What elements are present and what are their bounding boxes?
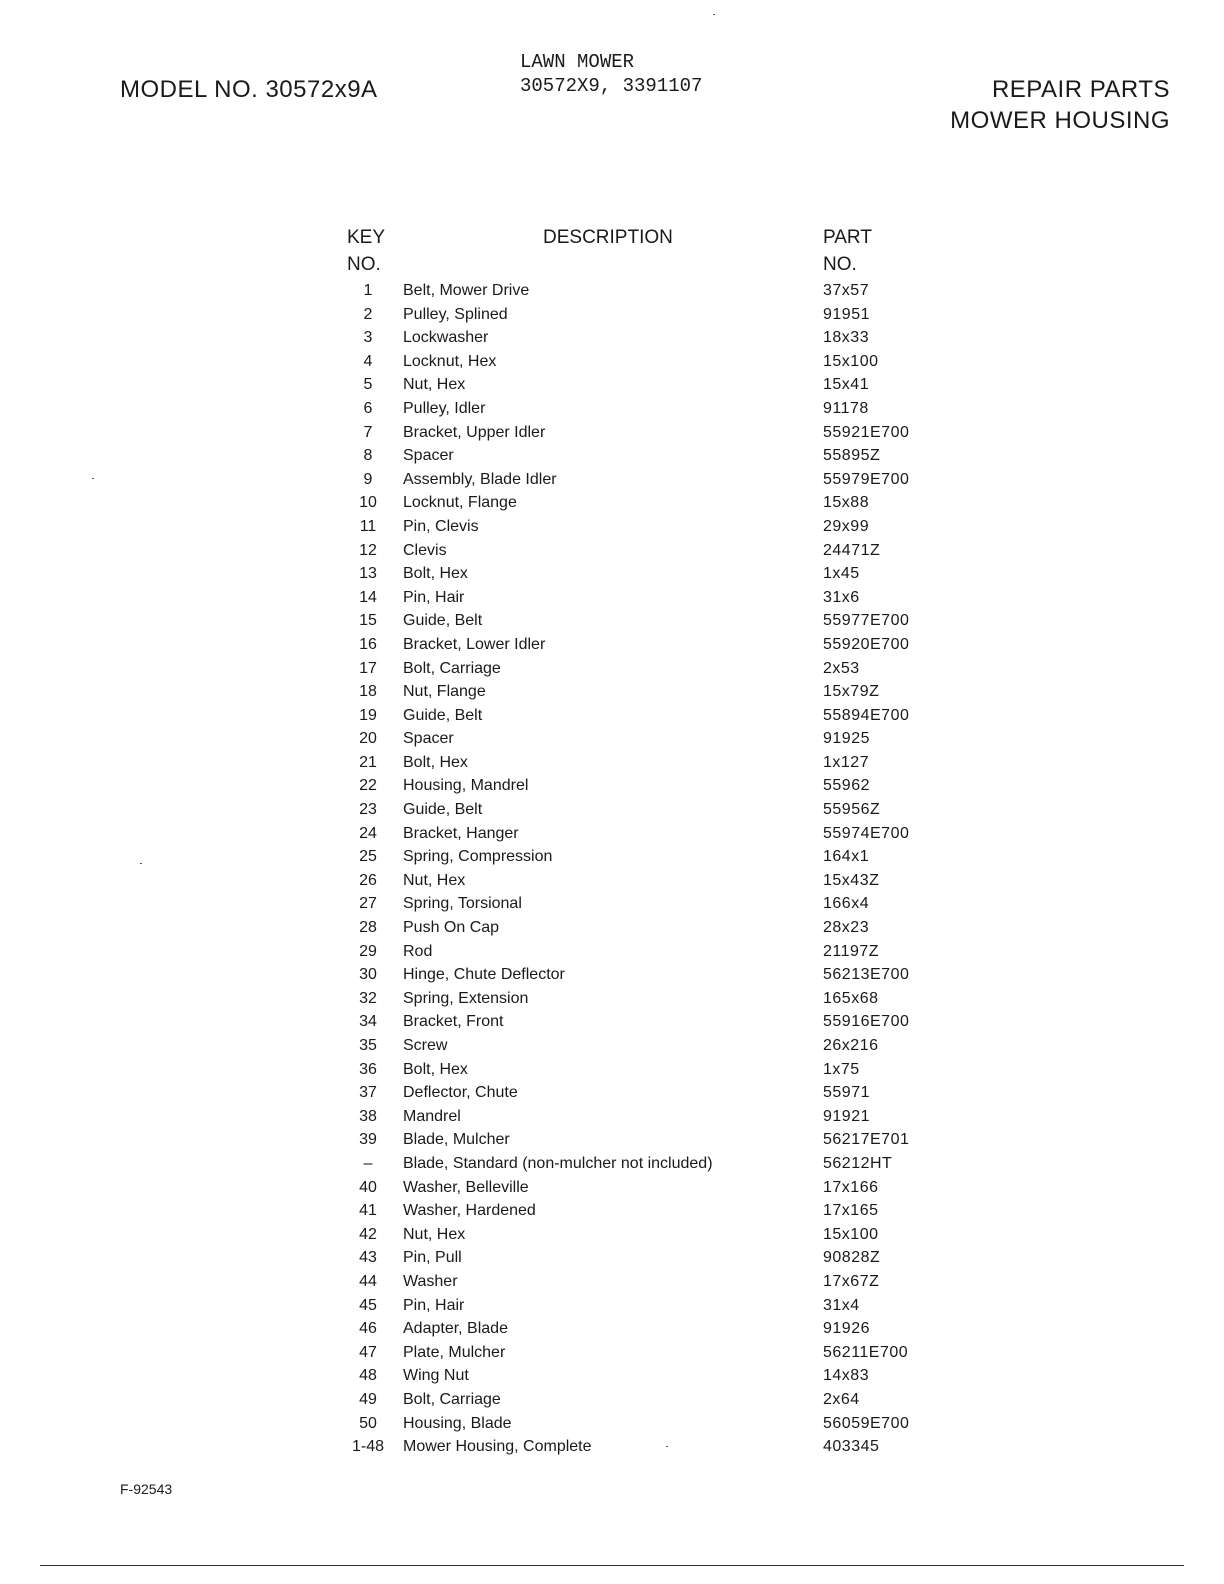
table-row <box>347 963 947 987</box>
table-row <box>347 1010 947 1034</box>
key-no-cell: 34 <box>359 1013 377 1031</box>
table-row <box>347 303 947 327</box>
part-no-header <box>823 224 872 278</box>
table-row <box>347 562 947 586</box>
table-row <box>347 1058 947 1082</box>
table-row <box>347 279 947 303</box>
table-row <box>347 1152 947 1176</box>
part-no-cell: 91951 <box>823 305 870 323</box>
key-no-cell: 11 <box>359 517 377 535</box>
key-header-line1: KEY <box>347 227 386 248</box>
key-no-cell: – <box>363 1154 373 1172</box>
table-row <box>347 869 947 893</box>
part-no-cell: 17x166 <box>823 1178 879 1196</box>
scan-speck <box>713 14 715 15</box>
key-no-cell: 50 <box>359 1414 377 1432</box>
section-header <box>950 74 1170 136</box>
key-no-cell: 40 <box>359 1178 377 1196</box>
key-no-cell: 19 <box>359 706 377 724</box>
key-no-cell: 18 <box>359 683 377 701</box>
description-cell: Bolt, Carriage <box>403 1390 501 1408</box>
part-no-cell: 56217E701 <box>823 1131 910 1149</box>
table-row <box>347 774 947 798</box>
part-no-cell: 166x4 <box>823 895 870 913</box>
key-no-cell: 37 <box>359 1084 377 1102</box>
description-cell: Nut, Hex <box>403 871 466 889</box>
table-row <box>347 539 947 563</box>
key-no-cell: 30 <box>359 966 377 984</box>
product-header <box>520 50 702 98</box>
description-cell: Pin, Hair <box>403 588 465 606</box>
table-row <box>347 633 947 657</box>
description-cell: Guide, Belt <box>403 801 483 819</box>
part-no-cell: 91926 <box>823 1320 870 1338</box>
table-row <box>347 916 947 940</box>
key-header-line2: NO. <box>347 254 381 275</box>
key-no-cell: 10 <box>359 494 377 512</box>
scan-speck <box>92 478 94 479</box>
form-code: F-92543 <box>120 1481 173 1497</box>
part-no-cell: 55895Z <box>823 447 881 465</box>
table-row <box>347 1435 947 1459</box>
key-no-cell: 26 <box>359 871 377 889</box>
key-no-cell: 38 <box>359 1107 377 1125</box>
part-no-cell: 56213E700 <box>823 966 910 984</box>
table-row <box>347 680 947 704</box>
part-no-cell: 55916E700 <box>823 1013 910 1031</box>
part-no-cell: 31x4 <box>823 1296 860 1314</box>
part-no-cell: 21197Z <box>823 942 880 960</box>
key-no-cell: 16 <box>359 635 377 653</box>
part-no-cell: 55921E700 <box>823 423 910 441</box>
description-cell: Belt, Mower Drive <box>403 282 530 299</box>
part-no-cell: 1x75 <box>823 1060 860 1078</box>
part-no-cell: 403345 <box>823 1438 880 1456</box>
description-cell: Bracket, Lower Idler <box>403 635 546 653</box>
table-row <box>347 798 947 822</box>
key-no-cell: 45 <box>359 1296 377 1314</box>
description-cell: Spring, Torsional <box>403 895 522 913</box>
section-title: MOWER HOUSING <box>950 107 1170 134</box>
key-no-cell: 6 <box>363 399 373 417</box>
repair-parts-title: REPAIR PARTS <box>991 76 1170 103</box>
key-no-cell: 20 <box>359 730 377 748</box>
description-cell: Housing, Mandrel <box>403 777 529 795</box>
description-cell: Push On Cap <box>403 919 500 937</box>
description-cell: Bracket, Front <box>403 1013 504 1031</box>
description-cell: Bolt, Hex <box>403 753 468 771</box>
part-no-cell: 56059E700 <box>823 1414 910 1432</box>
part-header-line1: PART <box>823 227 872 248</box>
table-row <box>347 1176 947 1200</box>
description-cell: Lockwasher <box>403 329 489 347</box>
key-no-cell: 41 <box>359 1202 377 1220</box>
key-no-cell: 2 <box>363 305 373 323</box>
part-no-cell: 15x43Z <box>823 871 880 889</box>
table-row <box>347 515 947 539</box>
table-row <box>347 468 947 492</box>
table-row <box>347 1199 947 1223</box>
key-no-cell: 8 <box>363 447 373 465</box>
part-no-cell: 2x53 <box>823 659 860 677</box>
description-cell: Screw <box>403 1037 448 1054</box>
table-row <box>347 1034 947 1058</box>
key-no-cell: 3 <box>363 329 373 347</box>
model-number: MODEL NO. 30572x9A <box>120 76 378 103</box>
part-no-cell: 28x23 <box>823 919 870 937</box>
key-no-cell: 32 <box>359 989 377 1007</box>
part-no-cell: 91178 <box>823 399 869 417</box>
table-row <box>347 491 947 515</box>
description-cell: Washer, Hardened <box>403 1202 536 1220</box>
product-numbers: 30572X9, 3391107 <box>520 75 703 97</box>
table-row <box>347 1105 947 1129</box>
description-cell: Deflector, Chute <box>403 1084 518 1102</box>
table-row <box>347 373 947 397</box>
table-row <box>347 940 947 964</box>
part-no-cell: 1x127 <box>823 753 870 771</box>
part-no-cell: 55956Z <box>823 801 881 819</box>
table-row <box>347 987 947 1011</box>
part-no-cell: 31x6 <box>823 588 860 606</box>
part-no-cell: 37x57 <box>823 282 870 299</box>
part-no-cell: 91925 <box>823 730 870 748</box>
description-cell: Blade, Standard (non-mulcher not included) <box>403 1154 713 1172</box>
table-row <box>347 421 947 445</box>
key-no-cell: 43 <box>359 1249 377 1267</box>
table-row <box>347 1294 947 1318</box>
table-body <box>347 279 947 1459</box>
part-no-cell: 91921 <box>823 1107 870 1125</box>
table-row <box>347 1270 947 1294</box>
scan-speck <box>666 1446 668 1447</box>
key-no-cell: 13 <box>359 565 377 583</box>
description-cell: Bolt, Hex <box>403 565 468 583</box>
key-no-cell: 23 <box>359 801 377 819</box>
key-no-cell: 48 <box>359 1367 377 1385</box>
part-no-cell: 2x64 <box>823 1390 860 1408</box>
description-cell: Bracket, Hanger <box>403 824 519 842</box>
description-cell: Nut, Hex <box>403 1225 466 1243</box>
part-no-cell: 55979E700 <box>823 470 910 488</box>
description-cell: Hinge, Chute Deflector <box>403 966 565 984</box>
description-cell: Assembly, Blade Idler <box>403 470 557 488</box>
table-row <box>347 845 947 869</box>
part-no-cell: 55920E700 <box>823 635 910 653</box>
description-cell: Bolt, Carriage <box>403 659 501 677</box>
table-row <box>347 1412 947 1436</box>
table-row <box>347 657 947 681</box>
key-no-cell: 28 <box>359 919 377 937</box>
table-row <box>347 326 947 350</box>
key-no-cell: 15 <box>359 612 377 630</box>
key-no-cell: 25 <box>359 848 377 866</box>
part-no-cell: 17x165 <box>823 1202 879 1220</box>
description-cell: Washer, Belleville <box>403 1178 529 1196</box>
description-cell: Bolt, Hex <box>403 1060 468 1078</box>
key-no-cell: 44 <box>359 1272 377 1290</box>
key-no-cell: 9 <box>363 470 373 488</box>
description-cell: Pulley, Idler <box>403 399 486 417</box>
description-cell: Mandrel <box>403 1107 461 1125</box>
description-cell: Pulley, Splined <box>403 305 508 323</box>
part-no-cell: 15x79Z <box>823 683 880 701</box>
table-row <box>347 1388 947 1412</box>
part-no-cell: 55974E700 <box>823 824 910 842</box>
part-no-cell: 17x67Z <box>823 1272 880 1290</box>
table-row <box>347 350 947 374</box>
table-row <box>347 727 947 751</box>
description-cell: Spacer <box>403 730 454 748</box>
part-no-cell: 14x83 <box>823 1367 870 1385</box>
part-no-cell: 26x216 <box>823 1037 879 1054</box>
table-row <box>347 1341 947 1365</box>
key-no-cell: 12 <box>359 541 377 559</box>
description-cell: Spring, Compression <box>403 848 553 866</box>
description-cell: Locknut, Flange <box>403 494 517 512</box>
part-no-cell: 164x1 <box>823 848 870 866</box>
table-row <box>347 1246 947 1270</box>
key-no-cell: 46 <box>359 1320 377 1338</box>
table-row <box>347 586 947 610</box>
table-row <box>347 751 947 775</box>
key-no-cell: 1 <box>363 282 373 299</box>
part-no-cell: 15x100 <box>823 352 879 370</box>
description-cell: Pin, Hair <box>403 1296 465 1314</box>
key-no-cell: 14 <box>359 588 377 606</box>
parts-table <box>347 224 947 1459</box>
part-no-cell: 29x99 <box>823 517 870 535</box>
key-no-cell: 39 <box>359 1131 377 1149</box>
scan-speck <box>140 863 142 864</box>
description-cell: Adapter, Blade <box>403 1320 508 1338</box>
description-cell: Pin, Pull <box>403 1249 462 1267</box>
table-row <box>347 704 947 728</box>
part-no-cell: 15x88 <box>823 494 870 512</box>
description-cell: Blade, Mulcher <box>403 1131 510 1149</box>
table-row <box>347 397 947 421</box>
description-cell: Spring, Extension <box>403 989 529 1007</box>
part-no-cell: 56212HT <box>823 1154 893 1172</box>
key-no-cell: 49 <box>359 1390 377 1408</box>
part-no-cell: 55977E700 <box>823 612 910 630</box>
table-row <box>347 1081 947 1105</box>
key-no-cell: 36 <box>359 1060 377 1078</box>
table-header <box>347 224 947 279</box>
description-cell: Locknut, Hex <box>403 352 497 370</box>
key-no-cell: 27 <box>359 895 377 913</box>
table-row <box>347 1317 947 1341</box>
part-no-cell: 55962 <box>823 777 870 795</box>
key-no-cell: 22 <box>359 777 377 795</box>
description-cell: Spacer <box>403 447 454 465</box>
key-no-header <box>347 224 385 278</box>
key-no-cell: 21 <box>359 753 377 771</box>
key-no-cell: 24 <box>359 824 377 842</box>
description-cell: Washer <box>403 1272 458 1290</box>
part-no-cell: 24471Z <box>823 541 881 559</box>
description-cell: Housing, Blade <box>403 1414 512 1432</box>
description-cell: Rod <box>403 942 433 960</box>
part-no-cell: 1x45 <box>823 565 860 583</box>
description-cell: Wing Nut <box>403 1367 469 1385</box>
description-cell: Clevis <box>403 541 447 559</box>
table-row <box>347 1128 947 1152</box>
description-cell: Guide, Belt <box>403 612 483 630</box>
description-cell: Guide, Belt <box>403 706 483 724</box>
table-row <box>347 892 947 916</box>
table-row <box>347 822 947 846</box>
part-no-cell: 18x33 <box>823 329 870 347</box>
description-cell: Bracket, Upper Idler <box>403 423 546 441</box>
part-no-cell: 56211E700 <box>823 1343 909 1361</box>
part-no-cell: 90828Z <box>823 1249 881 1267</box>
table-row <box>347 1223 947 1247</box>
description-header: DESCRIPTION <box>543 227 673 248</box>
key-no-cell: 1-48 <box>351 1438 385 1456</box>
key-no-cell: 35 <box>359 1037 377 1054</box>
key-no-cell: 47 <box>359 1343 377 1361</box>
table-row <box>347 444 947 468</box>
description-cell: Nut, Flange <box>403 683 486 701</box>
description-cell: Nut, Hex <box>403 376 466 394</box>
part-header-line2: NO. <box>823 254 857 275</box>
description-cell: Pin, Clevis <box>403 517 479 535</box>
key-no-cell: 4 <box>363 352 373 370</box>
key-no-cell: 29 <box>359 942 377 960</box>
part-no-cell: 55894E700 <box>823 706 910 724</box>
part-no-cell: 165x68 <box>823 989 879 1007</box>
part-no-cell: 15x41 <box>823 376 870 394</box>
part-no-cell: 15x100 <box>823 1225 879 1243</box>
table-row <box>347 609 947 633</box>
key-no-cell: 5 <box>363 376 373 394</box>
product-name: LAWN MOWER <box>520 51 635 73</box>
key-no-cell: 7 <box>363 423 373 441</box>
description-cell: Plate, Mulcher <box>403 1343 506 1361</box>
bottom-rule <box>40 1565 1184 1566</box>
table-row <box>347 1364 947 1388</box>
key-no-cell: 17 <box>359 659 377 677</box>
description-cell: Mower Housing, Complete <box>403 1438 592 1456</box>
key-no-cell: 42 <box>359 1225 377 1243</box>
part-no-cell: 55971 <box>823 1084 870 1102</box>
